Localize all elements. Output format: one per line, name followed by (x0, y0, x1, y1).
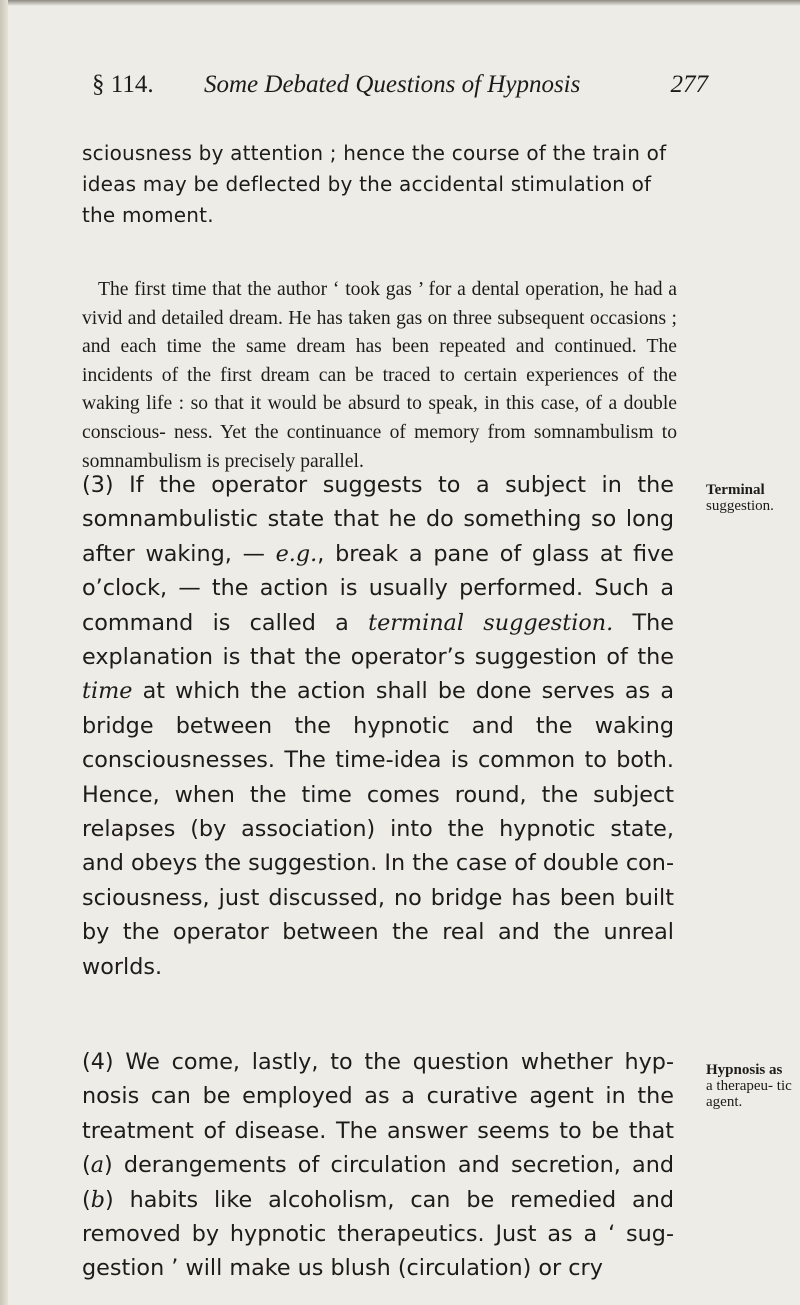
section-number: § 114. (92, 71, 154, 98)
italic-term: terminal suggestion. (368, 609, 614, 636)
page-number: 277 (670, 71, 708, 98)
margin-note-sub: a therapeu- tic agent. (706, 1078, 792, 1110)
text-run: (3) If the operator suggests to a subject in the somnambulistic state that he do something so long after waking, — (82, 472, 674, 567)
italic-b: b (90, 1186, 105, 1213)
page-top-shadow (0, 0, 800, 6)
margin-note-title: Hypnosis as (706, 1062, 783, 1078)
text-run: at which the action shall be done serves as a bridge between the hypnotic and the waking consciousnesses. The time-idea is common to both. Hence, when the time comes round, the subject relapses (by association) into the hypnotic state, and obeys the suggestion. In the case of double con- sciousness, just discussed, no bridge has been built by the operator between the real and the unreal worlds. (82, 678, 674, 980)
footnote-paragraph: The first time that the author ‘ took gas ’ for a dental operation, he had a vivid and detailed dream. He has taken gas on three subsequent occasions ; and each time the same dream has been repeated and continued. The incidents of the first dream can be traced to certain experiences of the waking life : so that it would be absurd to speak, in this case, of a double conscious- ness. Yet the continuance of memory from somnambulism to somnambulism is precisely parallel. (82, 279, 677, 472)
margin-note-title: Terminal (706, 482, 765, 498)
text-run: ) derangements of circulation and secretion, and ( (82, 1152, 674, 1213)
italic-eg: e.g. (275, 540, 318, 567)
margin-note-sub: suggestion. (706, 498, 774, 514)
page-binding-edge (0, 0, 8, 1305)
italic-a: a (90, 1152, 104, 1179)
running-header (92, 71, 708, 107)
italic-time: time (82, 678, 133, 705)
text-run: (4) We come, lastly, to the question whether hyp- nosis can be employed as a curative agent in the treatment of disease. The answer seems to be that ( (82, 1049, 674, 1179)
paragraph-terminal-suggestion (82, 468, 674, 984)
text-run: ) habits like alcoholism, can be remedied and removed by hypnotic therapeutics. Just as a ‘ sug- gestion ’ will make us blush (circulation) or cry (82, 1186, 674, 1282)
paragraph-continuation: sciousness by attention ; hence the course of the train of ideas may be deflected by the accidental stimulation of the moment. (82, 141, 667, 227)
text-run: The explanation is that the operator’s suggestion of the (82, 609, 674, 671)
running-title: Some Debated Questions of Hypnosis (204, 71, 581, 98)
paragraph-hypnosis-therapy (82, 1045, 674, 1286)
margin-note-hypnosis (706, 1062, 798, 1110)
margin-note-terminal (706, 482, 798, 514)
text-run: , break a pane of glass at five o’clock, — the action is usually performed. Such a command is called a (82, 540, 674, 636)
